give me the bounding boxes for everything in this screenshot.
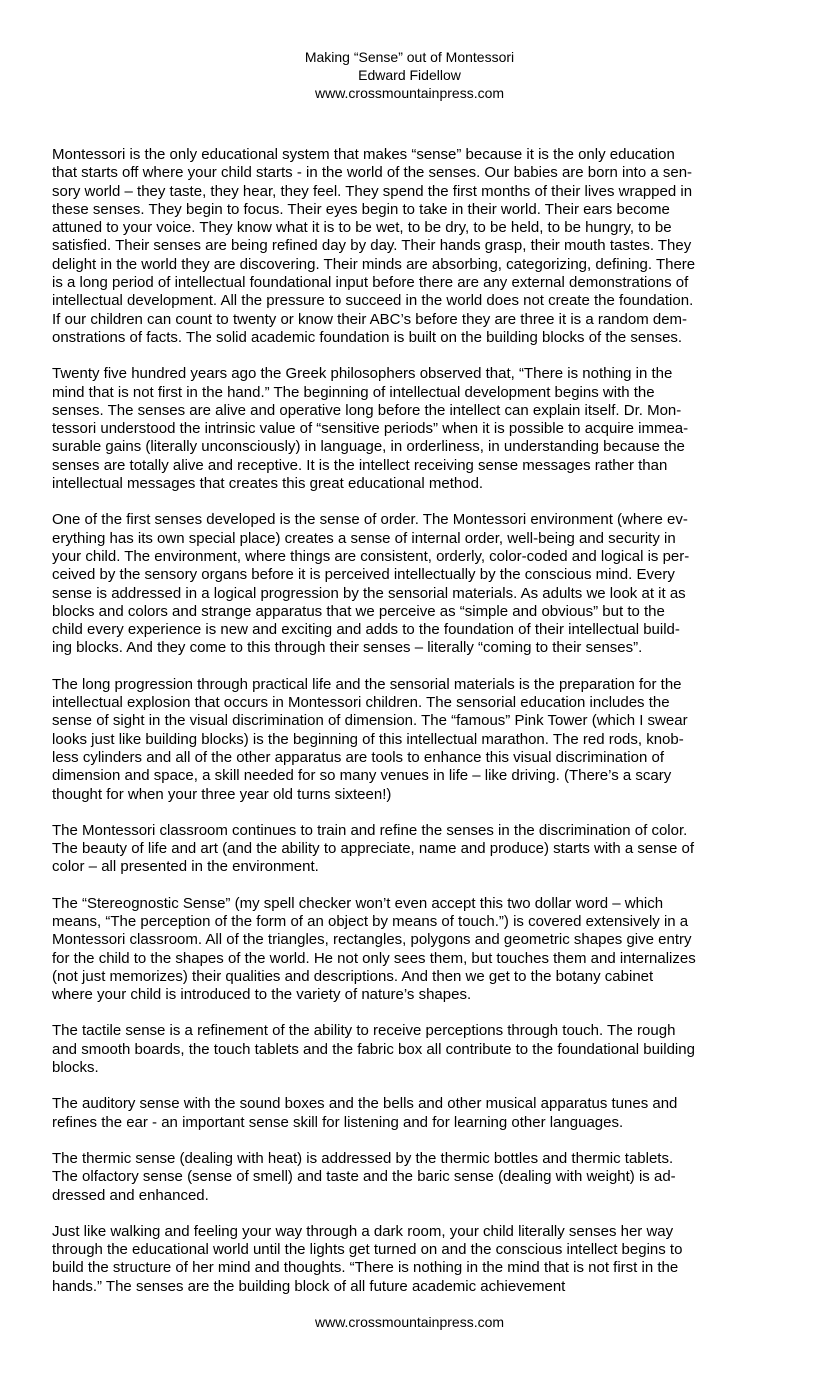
paragraph-line: The beauty of life and art (and the ability to appreciate, name and produce) starts with a sense of <box>52 840 695 858</box>
document-author: Edward Fidellow <box>358 67 461 83</box>
paragraph-line: One of the first senses developed is the sense of order. The Montessori environment (where ev- <box>52 511 688 529</box>
paragraph <box>52 146 767 347</box>
paragraph-line: is a long period of intellectual foundational input before there are any external demonstrations of <box>52 274 689 292</box>
paragraph-line: (not just memorizes) their qualities and descriptions. And then we get to the botany cabinet <box>52 967 654 985</box>
paragraph-line: senses. The senses are alive and operative long before the intellect can explain itself. Dr. Mon- <box>52 401 682 419</box>
paragraph-line: refines the ear - an important sense skill for listening and for learning other languages. <box>52 1113 624 1131</box>
paragraph-line: dimension and space, a skill needed for so many venues in life – like driving. (There’s a scary <box>52 767 672 785</box>
paragraph-line: blocks and colors and strange apparatus that we perceive as “simple and obvious” but to the <box>52 602 665 620</box>
paragraph-line: sory world – they taste, they hear, they feel. They spend the first months of their lives wrapped in <box>52 182 693 200</box>
paragraph-line: blocks. <box>52 1059 99 1077</box>
paragraph <box>52 822 767 877</box>
paragraph <box>52 895 767 1005</box>
paragraph-line: delight in the world they are discovering. Their minds are absorbing, categorizing, defining. There <box>52 255 696 273</box>
paragraph-line: dressed and enhanced. <box>52 1186 209 1204</box>
document-header <box>52 0 767 102</box>
paragraph-line: sense of sight in the visual discrimination of dimension. The “famous” Pink Tower (which I swear <box>52 712 688 730</box>
paragraph-line: less cylinders and all of the other apparatus are tools to enhance this visual discrimination of <box>52 748 665 766</box>
paragraph-line: intellectual development. All the pressure to succeed in the world does not create the foundation. <box>52 292 694 310</box>
paragraph-line: attuned to your voice. They know what it is to be wet, to be dry, to be held, to be hungry, to be <box>52 219 672 237</box>
paragraph-line: Just like walking and feeling your way through a dark room, your child literally senses her way <box>52 1222 674 1240</box>
paragraph-line: The olfactory sense (sense of smell) and taste and the baric sense (dealing with weight) is ad- <box>52 1168 676 1186</box>
paragraph-line: looks just like building blocks) is the beginning of this intellectual marathon. The red rods, knob- <box>52 730 684 748</box>
paragraph-line: these senses. They begin to focus. Their eyes begin to take in their world. Their ears become <box>52 200 670 218</box>
footer-website: www.crossmountainpress.com <box>314 1314 505 1330</box>
document-body <box>52 146 767 1296</box>
paragraph-line: build the structure of her mind and thoughts. “There is nothing in the mind that is not first in the <box>52 1259 679 1277</box>
paragraph-line: onstrations of facts. The solid academic foundation is built on the building blocks of the senses. <box>52 328 683 346</box>
paragraph-line: erything has its own special place) creates a sense of internal order, well-being and security in <box>52 529 676 547</box>
paragraph-line: The auditory sense with the sound boxes and the bells and other musical apparatus tunes and <box>52 1095 678 1113</box>
paragraph-line: The long progression through practical life and the sensorial materials is the preparation for the <box>52 675 682 693</box>
paragraph-line: If our children can count to twenty or know their ABC’s before they are three it is a random dem- <box>52 310 688 328</box>
paragraph-line: thought for when your three year old turns sixteen!) <box>52 785 392 803</box>
paragraph-line: intellectual explosion that occurs in Montessori children. The sensorial education includes the <box>52 694 670 712</box>
document-title: Making “Sense” out of Montessori <box>304 49 515 65</box>
document-footer <box>0 1313 819 1331</box>
paragraph <box>52 1223 767 1296</box>
paragraph-line: tessori understood the intrinsic value of “sensitive periods” when it is possible to acquire immea- <box>52 420 689 438</box>
paragraph-line: color – all presented in the environment. <box>52 858 319 876</box>
paragraph-line: Twenty five hundred years ago the Greek philosophers observed that, “There is nothing in the <box>52 365 673 383</box>
paragraph <box>52 676 767 804</box>
paragraph <box>52 511 767 657</box>
paragraph-line: satisfied. Their senses are being refined day by day. Their hands grasp, their mouth tastes. They <box>52 237 692 255</box>
paragraph-line: hands.” The senses are the building block of all future academic achievement <box>52 1277 566 1295</box>
paragraph-line: for the child to the shapes of the world. He not only sees them, but touches them and internalizes <box>52 949 696 967</box>
paragraph-line: your child. The environment, where things are consistent, orderly, color-coded and logical is per- <box>52 547 690 565</box>
paragraph-line: The Montessori classroom continues to train and refine the senses in the discrimination of color. <box>52 821 688 839</box>
paragraph-line: intellectual messages that creates this great educational method. <box>52 475 484 493</box>
paragraph <box>52 1095 767 1132</box>
paragraph-line: means, “The perception of the form of an object by means of touch.”) is covered extensively in a <box>52 912 689 930</box>
paragraph-line: mind that is not first in the hand.” The beginning of intellectual development begins with the <box>52 383 655 401</box>
paragraph-line: and smooth boards, the touch tablets and the fabric box all contribute to the foundational building <box>52 1040 695 1058</box>
paragraph-line: The tactile sense is a refinement of the ability to receive perceptions through touch. The rough <box>52 1022 676 1040</box>
paragraph <box>52 1150 767 1205</box>
paragraph-line: Montessori is the only educational system that makes “sense” because it is the only education <box>52 146 675 163</box>
paragraph <box>52 365 767 493</box>
paragraph-line: sense is addressed in a logical progression by the sensorial materials. As adults we look at it as <box>52 584 686 602</box>
paragraph-line: The thermic sense (dealing with heat) is addressed by the thermic bottles and thermic tablets. <box>52 1149 674 1167</box>
paragraph-line: surable gains (literally unconsciously) in language, in orderliness, in understanding because the <box>52 438 685 456</box>
paragraph-line: that starts off where your child starts - in the world of the senses. Our babies are born into a sen- <box>52 164 693 182</box>
paragraph-line: where your child is introduced to the variety of nature’s shapes. <box>52 986 472 1004</box>
paragraph-line: ing blocks. And they come to this through their senses – literally “coming to their senses”. <box>52 639 643 657</box>
paragraph-line: The “Stereognostic Sense” (my spell checker won’t even accept this two dollar word – which <box>52 894 664 912</box>
header-website: www.crossmountainpress.com <box>314 85 505 101</box>
paragraph <box>52 1022 767 1077</box>
paragraph-line: through the educational world until the lights get turned on and the conscious intellect begins to <box>52 1241 683 1259</box>
paragraph-line: senses are totally alive and receptive. It is the intellect receiving sense messages rather than <box>52 456 668 474</box>
paragraph-line: child every experience is new and exciting and adds to the foundation of their intellectual build- <box>52 621 680 639</box>
paragraph-line: Montessori classroom. All of the triangles, rectangles, polygons and geometric shapes give entry <box>52 931 692 949</box>
paragraph-line: ceived by the sensory organs before it is perceived intellectually by the conscious mind. Every <box>52 566 675 584</box>
